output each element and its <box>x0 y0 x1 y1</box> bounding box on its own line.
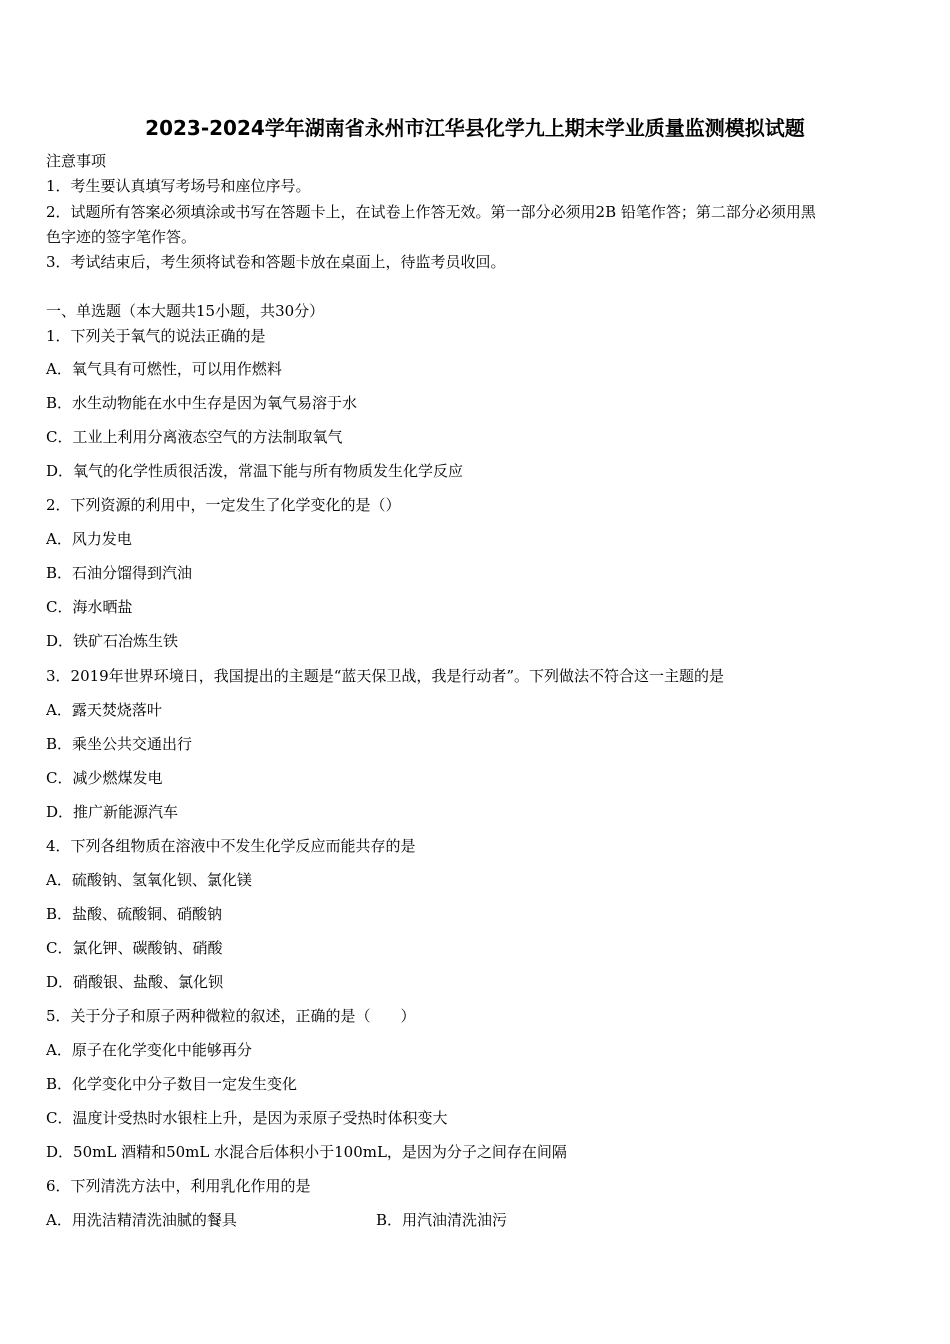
note-item: 色字迹的签字笔作答。 <box>46 228 197 246</box>
option: C．温度计受热时水银柱上升，是因为汞原子受热时体积变大 <box>46 1109 448 1127</box>
option: A．露天焚烧落叶 <box>46 701 162 719</box>
option: D．硝酸银、盐酸、氯化钡 <box>46 973 224 991</box>
option: B．化学变化中分子数目一定发生变化 <box>46 1075 298 1093</box>
page-title: 2023-2024学年湖南省永州市江华县化学九上期末学业质量监测模拟试题 <box>145 116 805 140</box>
option: D．50mL 酒精和50mL 水混合后体积小于100mL，是因为分子之间存在间隔 <box>46 1143 567 1161</box>
option: B．用汽油清洗油污 <box>376 1211 508 1229</box>
option: C．海水晒盐 <box>46 598 133 616</box>
option: B．水生动物能在水中生存是因为氧气易溶于水 <box>46 394 358 412</box>
option: D．氧气的化学性质很活泼，常温下能与所有物质发生化学反应 <box>46 462 464 480</box>
option: D．推广新能源汽车 <box>46 803 179 821</box>
option: A．原子在化学变化中能够再分 <box>46 1041 252 1059</box>
note-item: 3．考试结束后，考生须将试卷和答题卡放在桌面上，待监考员收回。 <box>46 253 506 271</box>
option: A．硫酸钠、氢氧化钡、氯化镁 <box>46 871 252 889</box>
option: D．铁矿石冶炼生铁 <box>46 632 179 650</box>
option: B．石油分馏得到汽油 <box>46 564 193 582</box>
section-heading: 一、单选题（本大题共15小题，共30分） <box>46 302 325 320</box>
question-stem: 5．关于分子和原子两种微粒的叙述，正确的是（ ） <box>46 1007 416 1025</box>
option: A．氧气具有可燃性，可以用作燃料 <box>46 360 282 378</box>
question-stem: 6．下列清洗方法中，利用乳化作用的是 <box>46 1177 311 1195</box>
option: C．工业上利用分离液态空气的方法制取氧气 <box>46 428 343 446</box>
question-stem: 4．下列各组物质在溶液中不发生化学反应而能共存的是 <box>46 837 416 855</box>
notes-heading: 注意事项 <box>46 152 107 170</box>
option: A．风力发电 <box>46 530 132 548</box>
question-stem: 1．下列关于氧气的说法正确的是 <box>46 327 266 345</box>
option: A．用洗洁精清洗油腻的餐具 <box>46 1211 237 1229</box>
option: B．乘坐公共交通出行 <box>46 735 193 753</box>
question-stem: 2．下列资源的利用中，一定发生了化学变化的是（） <box>46 496 401 514</box>
note-item: 2．试题所有答案必须填涂或书写在答题卡上，在试卷上作答无效。第一部分必须用2B 铅笔作答；第二部分必须用黑 <box>46 203 816 221</box>
question-stem: 3．2019年世界环境日，我国提出的主题是“蓝天保卫战，我是行动者”。下列做法不符合这一主题的是 <box>46 667 725 685</box>
option: B．盐酸、硫酸铜、硝酸钠 <box>46 905 223 923</box>
note-item: 1．考生要认真填写考场号和座位序号。 <box>46 177 311 195</box>
option: C．氯化钾、碳酸钠、硝酸 <box>46 939 223 957</box>
option: C．减少燃煤发电 <box>46 769 163 787</box>
